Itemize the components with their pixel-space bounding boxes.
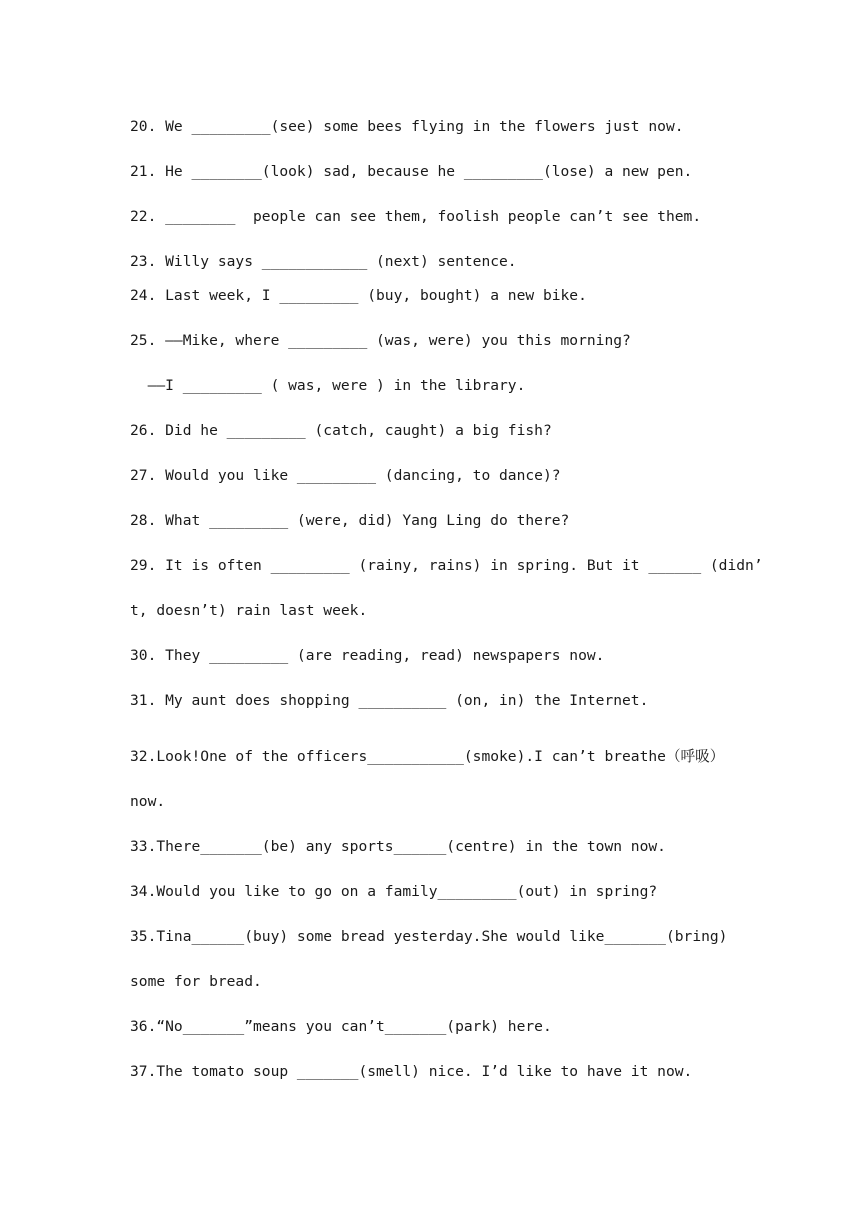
- question-20: 20. We _________(see) some bees flying in the flowers just now.: [130, 118, 684, 135]
- question-34: 34.Would you like to go on a family_________(out) in spring?: [130, 883, 658, 900]
- question-25: 25. ——Mike, where _________ (was, were) you this morning?: [130, 332, 631, 349]
- question-32-continued: now.: [130, 793, 166, 810]
- question-25-answer: ——I _________ ( was, were ) in the library.: [130, 377, 526, 394]
- question-32: 32.Look!One of the officers___________(smoke).I can’t breathe（呼吸）: [130, 748, 725, 765]
- question-33: 33.There_______(be) any sports______(centre) in the town now.: [130, 838, 666, 855]
- question-26: 26. Did he _________ (catch, caught) a big fish?: [130, 422, 552, 439]
- question-21: 21. He ________(look) sad, because he _________(lose) a new pen.: [130, 163, 693, 180]
- question-37: 37.The tomato soup _______(smell) nice. I’d like to have it now.: [130, 1063, 693, 1080]
- question-36: 36.“No_______”means you can’t_______(park) here.: [130, 1018, 552, 1035]
- question-29-continued: t, doesn’t) rain last week.: [130, 602, 368, 619]
- question-35: 35.Tina______(buy) some bread yesterday.She would like_______(bring): [130, 928, 728, 945]
- question-31: 31. My aunt does shopping __________ (on, in) the Internet.: [130, 692, 649, 709]
- question-27: 27. Would you like _________ (dancing, to dance)?: [130, 467, 561, 484]
- question-30: 30. They _________ (are reading, read) newspapers now.: [130, 647, 605, 664]
- question-24: 24. Last week, I _________ (buy, bought) a new bike.: [130, 287, 587, 304]
- question-22: 22. ________ people can see them, foolish people can’t see them.: [130, 208, 702, 225]
- question-35-continued: some for bread.: [130, 973, 262, 990]
- question-29: 29. It is often _________ (rainy, rains) in spring. But it ______ (didn’: [130, 557, 763, 574]
- question-23: 23. Willy says ____________ (next) sentence.: [130, 253, 517, 270]
- question-28: 28. What _________ (were, did) Yang Ling do there?: [130, 512, 570, 529]
